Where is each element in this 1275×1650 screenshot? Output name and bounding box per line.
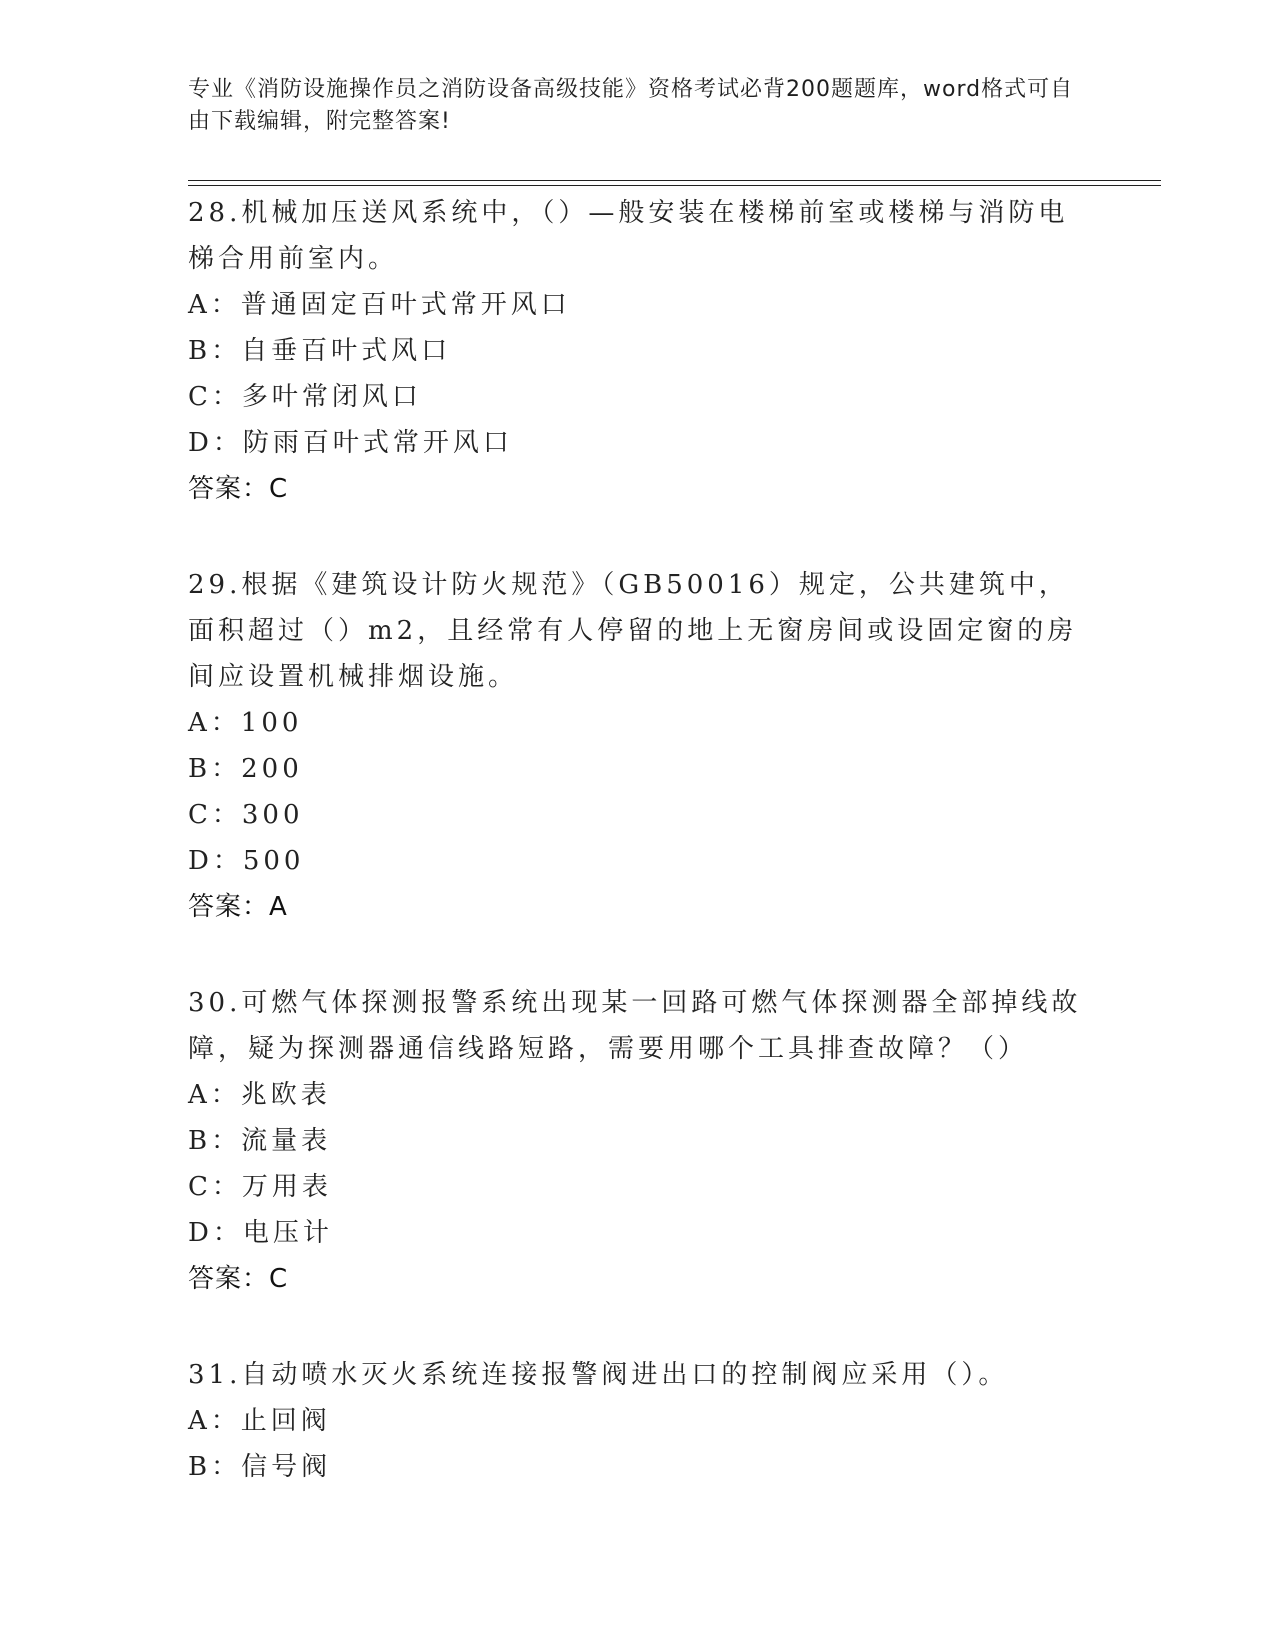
header-divider-top bbox=[188, 180, 1161, 181]
document-header: 专业《消防设施操作员之消防设备高级技能》资格考试必背200题题库，word格式可自由下载编辑，附完整答案! bbox=[188, 77, 1074, 134]
option-b: B：信号阀 bbox=[188, 1452, 332, 1482]
option-a: A：100 bbox=[188, 708, 303, 738]
question-30 bbox=[188, 980, 1088, 1302]
option-b: B：流量表 bbox=[188, 1126, 332, 1156]
option-d: D：防雨百叶式常开风口 bbox=[188, 428, 513, 458]
option-a: A：兆欧表 bbox=[188, 1080, 331, 1110]
question-stem: 28.机械加压送风系统中，（）—般安装在楼梯前室或楼梯与消防电梯合用前室内。 bbox=[188, 198, 1069, 274]
option-c: C：多叶常闭风口 bbox=[188, 382, 422, 412]
option-b: B：自垂百叶式风口 bbox=[188, 336, 452, 366]
option-c: C：万用表 bbox=[188, 1172, 332, 1202]
question-stem: 30.可燃气体探测报警系统出现某一回路可燃气体探测器全部掉线故障，疑为探测器通信线路短路，需要用哪个工具排查故障？（） bbox=[188, 988, 1082, 1064]
question-stem: 31.自动喷水灭火系统连接报警阀进出口的控制阀应采用（）。 bbox=[188, 1360, 1009, 1390]
option-d: D：电压计 bbox=[188, 1218, 333, 1248]
answer-line: 答案：C bbox=[188, 1264, 289, 1294]
option-a: A：普通固定百叶式常开风口 bbox=[188, 290, 571, 320]
answer-line: 答案：A bbox=[188, 892, 288, 922]
question-28 bbox=[188, 190, 1088, 512]
option-b: B：200 bbox=[188, 754, 303, 784]
question-31 bbox=[188, 1352, 1088, 1490]
option-a: A：止回阀 bbox=[188, 1406, 331, 1436]
answer-line: 答案：C bbox=[188, 474, 289, 504]
option-c: C：300 bbox=[188, 800, 304, 830]
question-list bbox=[188, 190, 1088, 1540]
header-divider-bottom bbox=[188, 185, 1161, 186]
question-stem: 29.根据《建筑设计防火规范》（GB50016）规定，公共建筑中，面积超过（）m2，且经常有人停留的地上无窗房间或设固定窗的房间应设置机械排烟设施。 bbox=[188, 570, 1078, 692]
option-d: D：500 bbox=[188, 846, 305, 876]
question-29 bbox=[188, 562, 1088, 930]
